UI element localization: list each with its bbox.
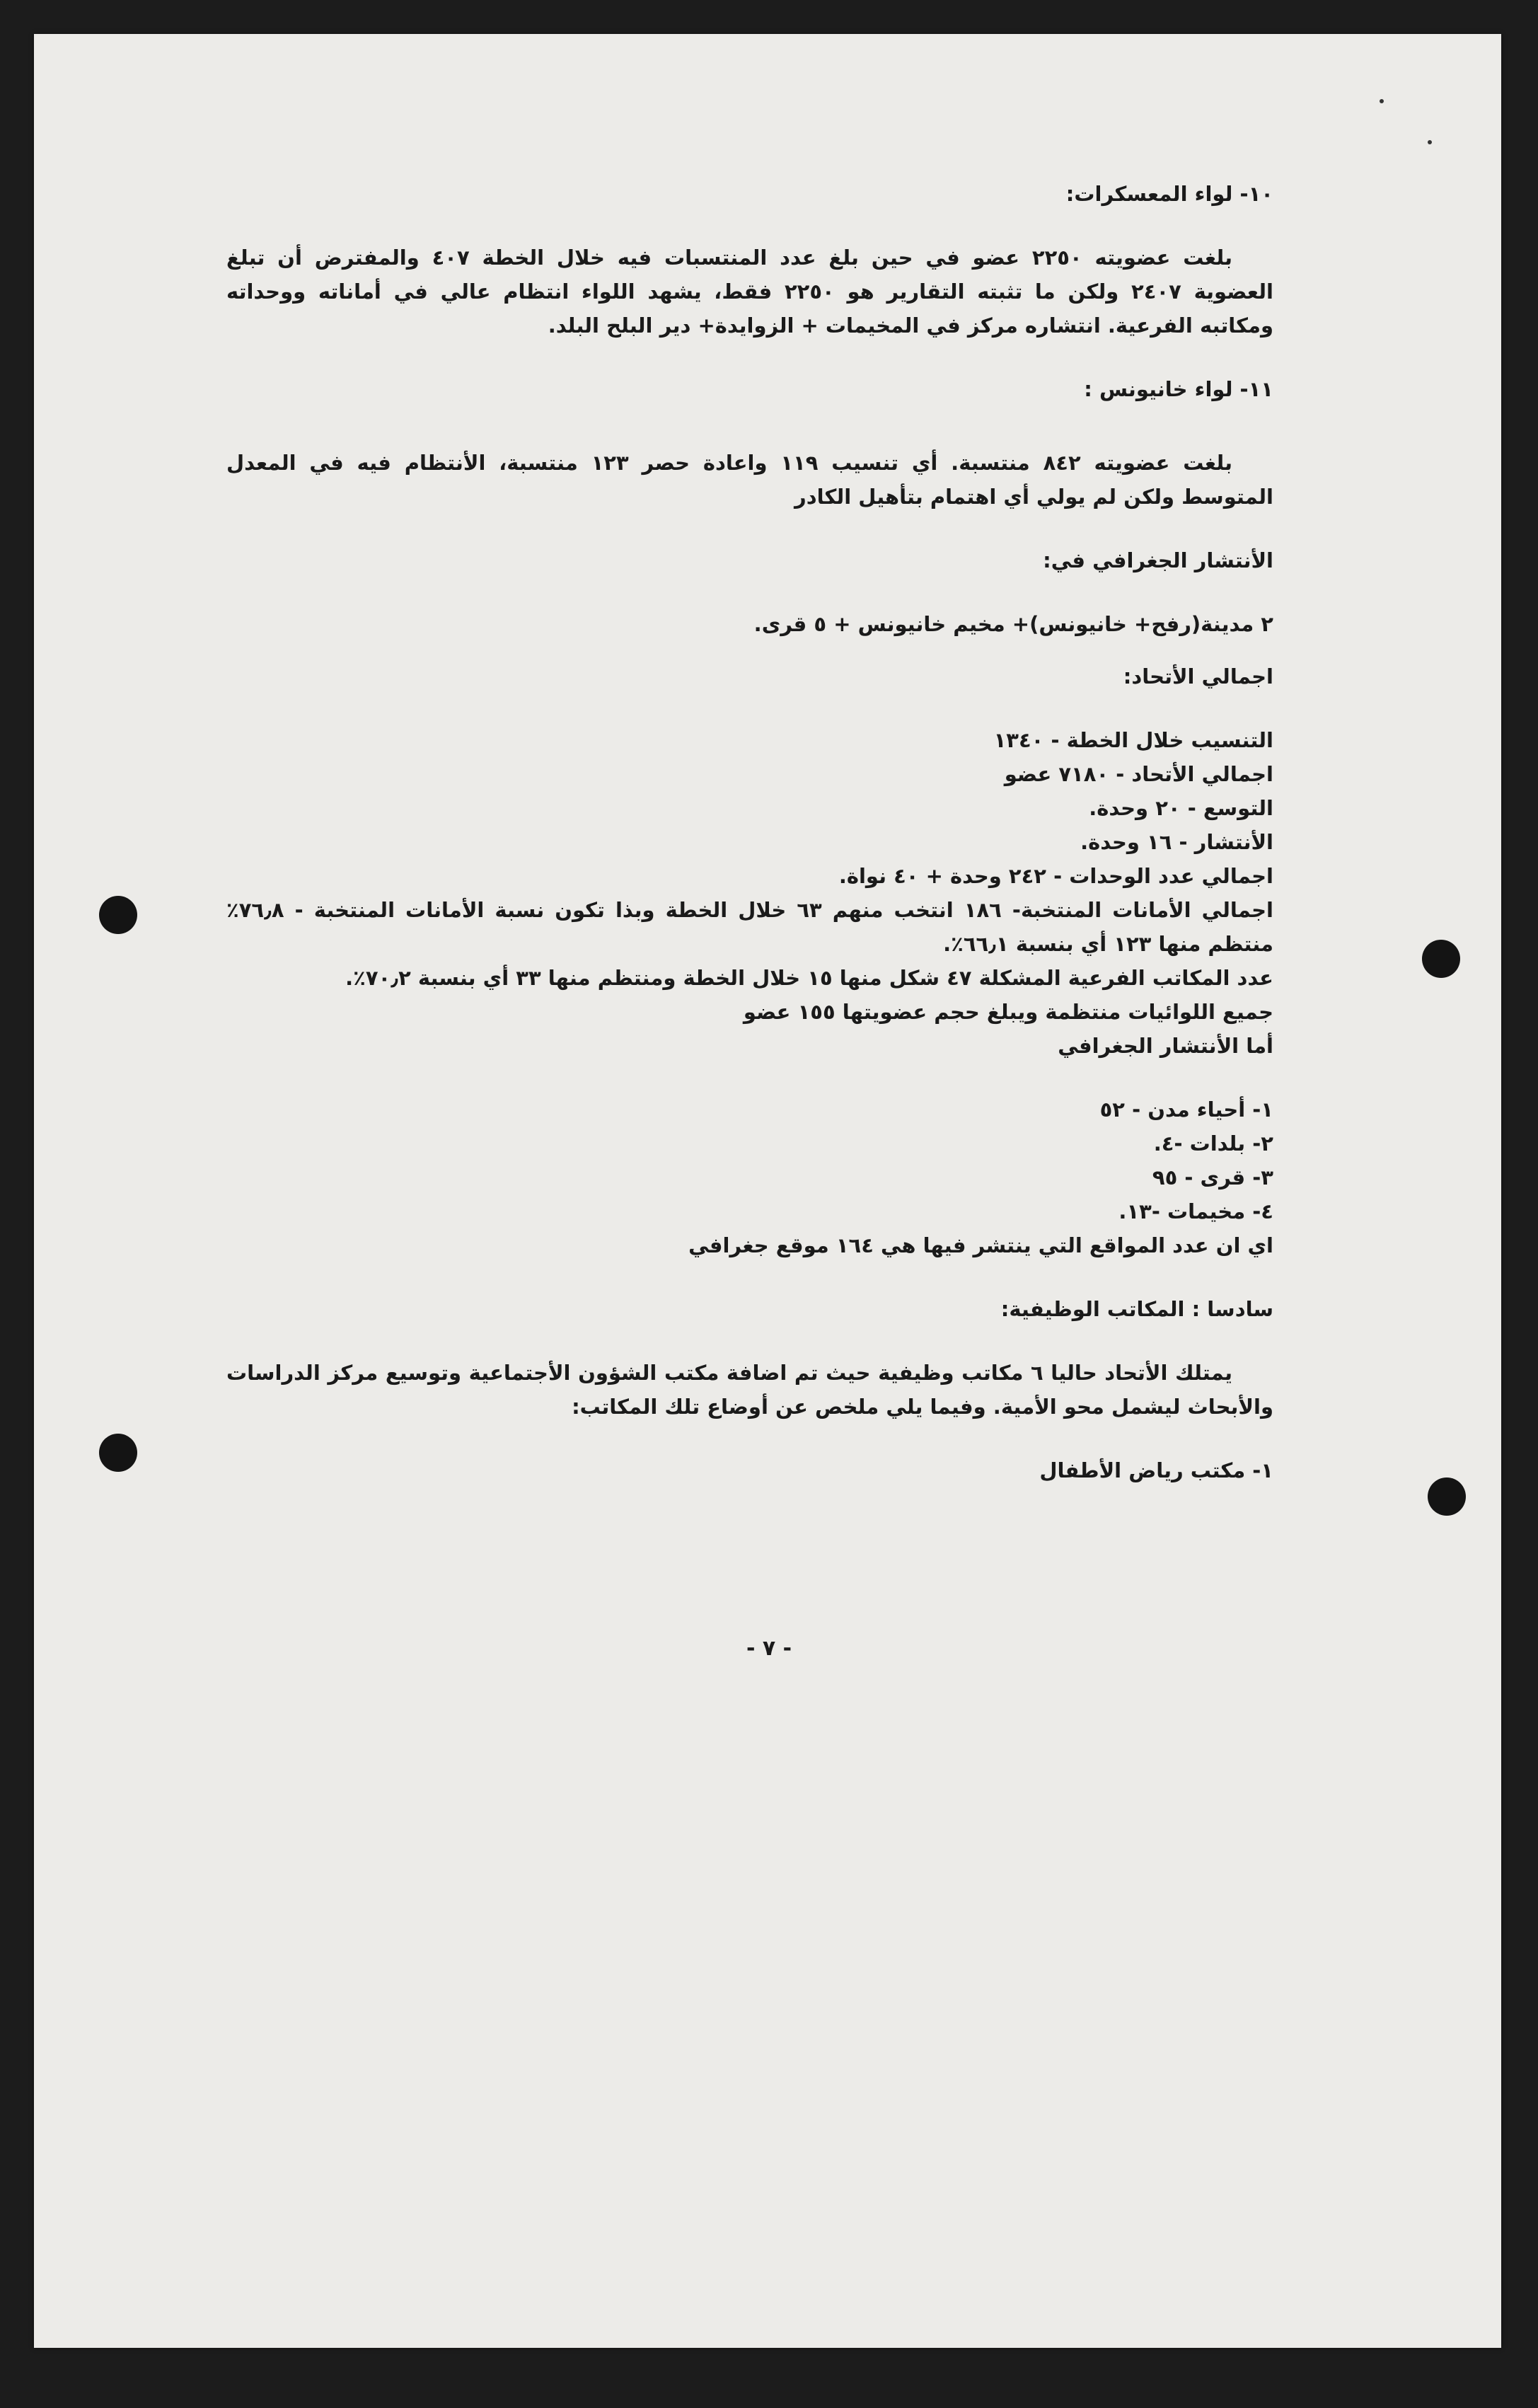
totals-line: عدد المكاتب الفرعية المشكلة ٤٧ شكل منها ١٥ خلال الخطة ومنتظم منها ٣٣ أي بنسبة ٧٠٫٢٪. bbox=[345, 966, 1273, 990]
geo-list-item: ١- أحياء مدن - ٥٢ bbox=[1099, 1098, 1273, 1122]
totals-line: اجمالي الأمانات المنتخبة- ١٨٦ انتخب منهم ٦٣ خلال الخطة وبذا تكون نسبة الأمانات المنتخبة - ٧٦٫٨٪ منتظم منها ١٢٣ أي بنسبة ٦٦٫١٪. bbox=[226, 898, 1273, 956]
offices-item: ١- مكتب رياض الأطفال bbox=[1039, 1458, 1273, 1482]
page-number: - ٧ - bbox=[746, 1636, 792, 1661]
punch-hole bbox=[1428, 1477, 1466, 1516]
offices-paragraph: يمتلك الأتحاد حاليا ٦ مكاتب وظيفية حيث تم اضافة مكتب الشؤون الأجتماعية وتوسيع مركز الدراسات والأبحاث ليشمل محو الأمية. وفيما يلي ملخص عن أوضاع تلك المكاتب: bbox=[226, 1361, 1273, 1419]
section-paragraph: بلغت عضويته ٨٤٢ منتسبة. أي تنسيب ١١٩ واعادة حصر ١٢٣ منتسبة، الأنتظام فيه في المعدل المتوسط ولكن لم يولي أي اهتمام بتأهيل الكادر bbox=[226, 451, 1273, 509]
paper-speck bbox=[1380, 99, 1384, 103]
totals-heading: اجمالي الأتحاد: bbox=[1123, 664, 1273, 689]
totals-line: جميع اللوائيات منتظمة ويبلغ حجم عضويتها ١٥٥ عضو bbox=[743, 1000, 1273, 1024]
totals-line: الأنتشار - ١٦ وحدة. bbox=[1080, 830, 1273, 854]
totals-line: التوسع - ٢٠ وحدة. bbox=[1089, 796, 1273, 820]
section-paragraph: بلغت عضويته ٢٢٥٠ عضو في حين بلغ عدد المنتسبات فيه خلال الخطة ٤٠٧ والمفترض أن تبلغ العضوية ٢٤٠٧ ولكن ما تثبته التقارير هو ٢٢٥٠ فقط، يشهد اللواء انتظام عالي في أماناته ووحداته ومكاتبه الفرعية. انتشاره مركز في المخيمات + الزوايدة+ دير البلح البلد. bbox=[226, 246, 1273, 338]
totals-line: اجمالي عدد الوحدات - ٢٤٢ وحدة + ٤٠ نواة. bbox=[838, 864, 1273, 888]
geo-line: ٢ مدينة(رفح+ خانيونس)+ مخيم خانيونس + ٥ قرى. bbox=[753, 612, 1273, 636]
section-heading: ١١- لواء خانيونس : bbox=[1084, 377, 1273, 401]
paper-speck bbox=[1428, 140, 1432, 144]
punch-hole bbox=[1422, 940, 1460, 978]
totals-line: اجمالي الأتحاد - ٧١٨٠ عضو bbox=[1004, 762, 1273, 786]
geo-total: اي ان عدد المواقع التي ينتشر فيها هي ١٦٤ موقع جغرافي bbox=[688, 1233, 1273, 1257]
geo-list-item: ٤- مخيمات -١٣. bbox=[1118, 1199, 1273, 1223]
section-heading: ١٠- لواء المعسكرات: bbox=[1065, 182, 1273, 206]
geo-list-item: ٢- بلدات -٤. bbox=[1153, 1131, 1273, 1156]
document-body bbox=[226, 177, 1273, 1487]
offices-heading: سادسا : المكاتب الوظيفية: bbox=[1000, 1297, 1273, 1321]
geo-list-item: ٣- قرى - ٩٥ bbox=[1152, 1165, 1273, 1189]
totals-line: أما الأنتشار الجغرافي bbox=[1058, 1034, 1273, 1058]
geo-heading: الأنتشار الجغرافي في: bbox=[1043, 548, 1273, 572]
punch-hole bbox=[99, 896, 137, 934]
punch-hole bbox=[99, 1434, 137, 1472]
totals-line: التنسيب خلال الخطة - ١٣٤٠ bbox=[993, 728, 1273, 752]
